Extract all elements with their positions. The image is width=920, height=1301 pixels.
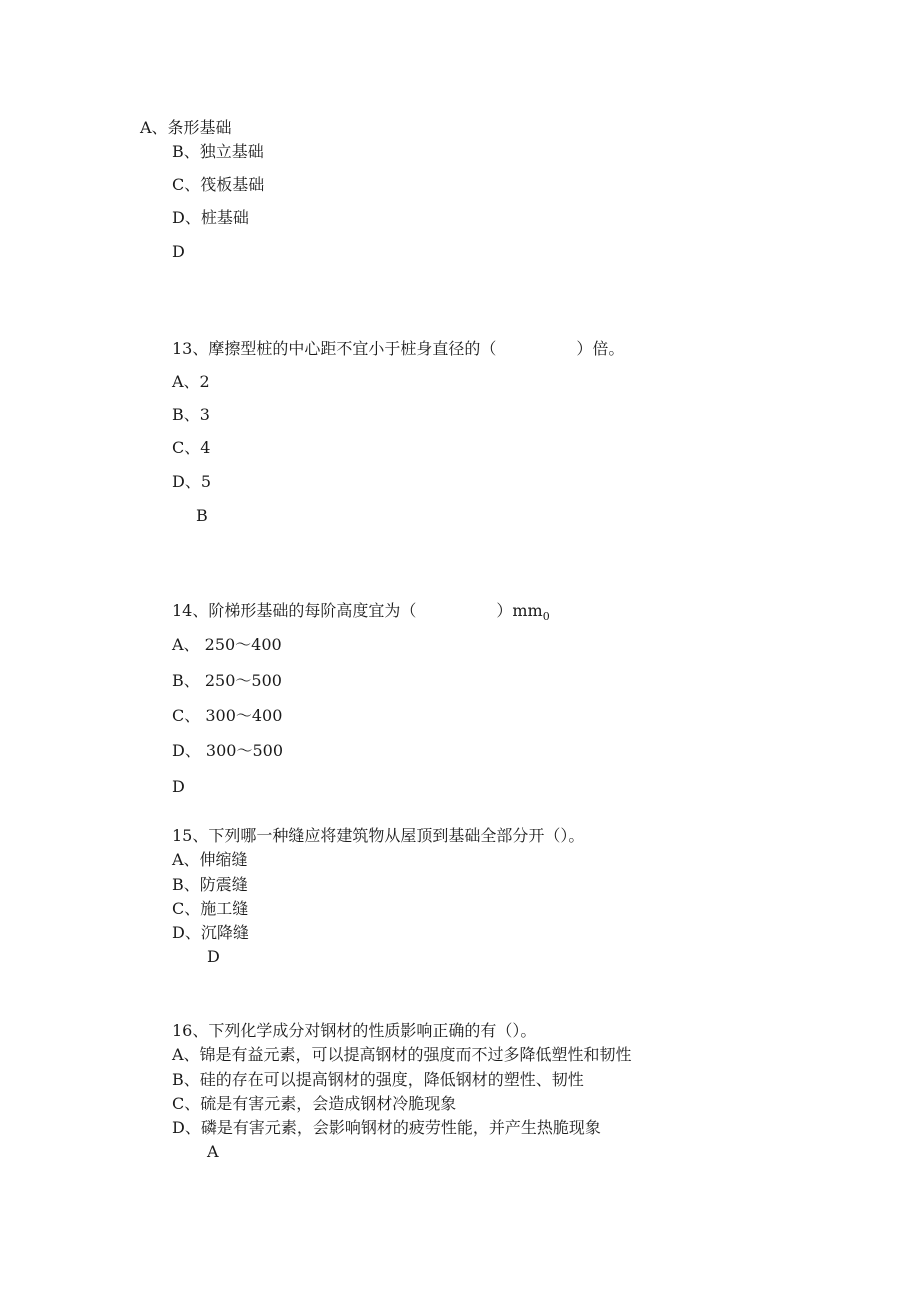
- q15-option-d: D、沉降缝: [172, 923, 249, 942]
- q16-option-b: B、硅的存在可以提高钢材的强度，降低钢材的塑性、韧性: [172, 1070, 584, 1089]
- question-16: 16、下列化学成分对钢材的性质影响正确的有（）。: [172, 1021, 537, 1040]
- q15-option-b: B、防震缝: [172, 875, 248, 894]
- question-14-subscript: 0: [542, 610, 550, 623]
- q14-option-b: B、 250～500: [172, 671, 282, 690]
- q13-option-c: C、4: [172, 438, 211, 457]
- q15-option-c: C、施工缝: [172, 899, 249, 918]
- q15-option-a: A、伸缩缝: [172, 850, 248, 869]
- option-c: C、筏板基础: [172, 175, 265, 194]
- q16-option-a: A、锦是有益元素，可以提高钢材的强度而不过多降低塑性和韧性: [172, 1045, 632, 1064]
- q14-option-a: A、 250～400: [172, 635, 282, 654]
- q16-option-d: D、磷是有害元素，会影响钢材的疲劳性能，并产生热脆现象: [172, 1118, 601, 1137]
- q14-option-c: C、 300～400: [172, 706, 283, 725]
- q14-answer: D: [172, 777, 185, 796]
- question-14: [172, 601, 550, 623]
- option-d: D、桩基础: [172, 208, 249, 227]
- question-14-text: 14、阶梯形基础的每阶高度宜为（ ）mm: [172, 601, 543, 620]
- answer: D: [172, 242, 185, 261]
- q15-answer: D: [207, 947, 220, 966]
- q14-option-d: D、 300～500: [172, 741, 283, 760]
- question-15: 15、下列哪一种缝应将建筑物从屋顶到基础全部分开（）。: [172, 826, 585, 845]
- q13-option-b: B、3: [172, 405, 210, 424]
- q13-answer: B: [196, 506, 208, 525]
- q13-option-d: D、5: [172, 472, 212, 491]
- option-a: A、条形基础: [140, 118, 232, 137]
- q13-option-a: A、2: [172, 372, 210, 391]
- q16-option-c: C、硫是有害元素，会造成钢材冷脆现象: [172, 1094, 457, 1113]
- option-b: B、独立基础: [172, 142, 264, 161]
- question-13: 13、摩擦型桩的中心距不宜小于桩身直径的（ ）倍。: [172, 339, 625, 358]
- q16-answer: A: [207, 1142, 219, 1161]
